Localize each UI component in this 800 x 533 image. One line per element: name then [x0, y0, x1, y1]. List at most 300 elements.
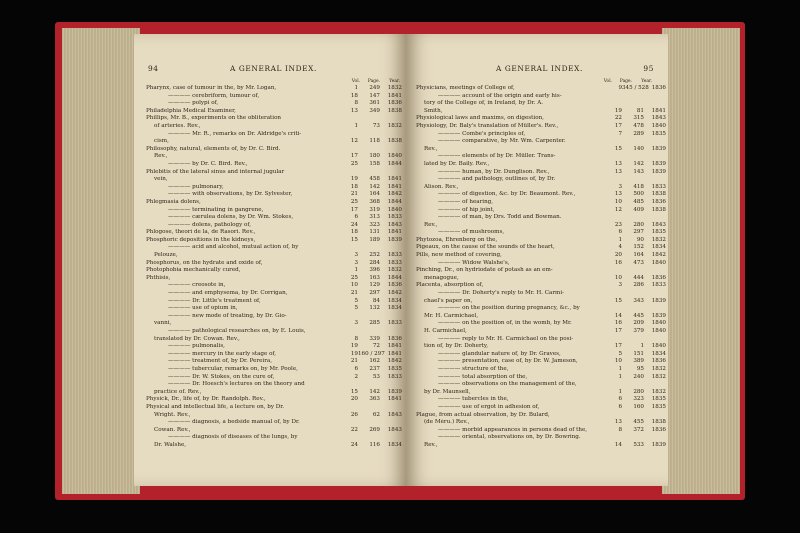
entry-volume: 3: [354, 252, 358, 259]
entry-year: 1836: [387, 335, 402, 342]
entry-year: 1835: [651, 403, 666, 410]
index-entry: [416, 169, 666, 177]
entry-text: Rev.,: [424, 441, 438, 448]
entry-year: [380, 381, 402, 389]
entry-page: [622, 412, 644, 420]
entry-page: 53: [372, 373, 380, 380]
entry-volume: 14: [614, 441, 622, 448]
entry-page: [622, 100, 644, 108]
entry-year: 1833: [387, 252, 402, 259]
column-headers: [340, 79, 400, 84]
index-entry: [416, 252, 666, 260]
entry-page: 142: [633, 160, 644, 167]
entry-text: ———— observations on the management of the,: [438, 381, 577, 388]
entry-volume: 8: [354, 335, 358, 342]
entry-text: ———— glandular nature of, by Dr. Graves,: [438, 350, 561, 357]
entry-page: 500: [633, 191, 644, 198]
index-entry: [416, 138, 666, 146]
index-entry: [146, 404, 402, 412]
index-entry: [146, 108, 402, 116]
index-entry: [416, 199, 666, 207]
entry-year: [380, 419, 402, 427]
entry-page: 372: [633, 426, 644, 433]
entry-volume: 6: [618, 229, 622, 236]
entry-year: 1835: [651, 229, 666, 236]
entry-text: Phthisis,: [146, 274, 171, 281]
entry-page: 409: [633, 206, 644, 213]
entry-year: 1841: [387, 350, 402, 357]
index-entry: [146, 328, 402, 336]
index-entry: [146, 320, 402, 328]
entry-volume: 1: [354, 85, 358, 91]
entry-year: 1844: [387, 274, 402, 281]
col-vol: Vol.: [351, 79, 360, 84]
page-number: 94: [148, 64, 159, 73]
entry-text: practice of. Rev.,: [154, 388, 202, 395]
entry-text: Rev.,: [154, 153, 168, 160]
index-entry: [416, 404, 666, 412]
index-entry: [146, 419, 402, 427]
entry-text: ———— comparative, by Mr. Wm. Carpenter.: [438, 138, 566, 145]
entry-year: 1841: [387, 183, 402, 190]
entry-year: [644, 290, 666, 298]
entry-text: tion of, by Dr. Doherty,: [424, 343, 489, 350]
entry-text: ———— dolens, pathology of,: [168, 221, 252, 228]
entry-text: Pinching, Dr., on hydriodate of potash as an em-: [416, 267, 553, 274]
entry-volume: [606, 100, 622, 108]
index-entry: [146, 351, 402, 359]
entry-page: 237: [369, 365, 380, 372]
entry-year: 1842: [387, 191, 402, 198]
entry-text: lated by Dr. Baily. Rev.,: [424, 160, 490, 167]
entry-page: 84: [372, 297, 380, 304]
entry-volume: 19: [350, 350, 358, 357]
entry-text: ———— morbid appearances in persons dead of the,: [438, 426, 588, 433]
entry-volume: 7: [618, 130, 622, 137]
entry-year: [644, 214, 666, 222]
entry-volume: 5: [354, 297, 358, 304]
col-page: Page.: [619, 79, 632, 84]
entry-year: [644, 412, 666, 420]
entry-text: ———— terminating in gangrene,: [168, 206, 264, 213]
entry-page: [622, 267, 644, 275]
index-entry: [416, 237, 666, 245]
entry-volume: 3: [354, 259, 358, 266]
entry-year: [380, 146, 402, 154]
entry-year: 1836: [387, 100, 402, 107]
entry-volume: 3: [618, 282, 622, 289]
entry-year: [644, 176, 666, 184]
entry-year: 1834: [387, 305, 402, 312]
entry-page: [622, 434, 644, 442]
entry-page: 323: [369, 221, 380, 228]
entry-volume: 19: [614, 107, 622, 114]
entry-page: 361: [369, 100, 380, 107]
entry-volume: 16: [614, 320, 622, 327]
entry-year: 1841: [387, 92, 402, 99]
entry-year: 1834: [651, 244, 666, 251]
entry-year: [644, 381, 666, 389]
entry-page: [358, 244, 380, 252]
entry-page: 533: [633, 441, 644, 448]
entry-year: [644, 305, 666, 313]
entry-text: ———— diagnosis, a bedside manual of, by Dr.: [168, 419, 300, 426]
index-entry: [146, 336, 402, 344]
entry-page: [358, 146, 380, 154]
entry-volume: 15: [350, 388, 358, 395]
entry-page: 323: [633, 396, 644, 403]
entry-year: 1833: [387, 259, 402, 266]
index-entry: [416, 419, 666, 427]
entry-year: [380, 404, 402, 412]
entry-volume: 25: [350, 160, 358, 167]
index-entry: [416, 351, 666, 359]
entry-text: ———— elements of by Dr. Müller. Trans-: [438, 153, 556, 160]
entry-year: [380, 169, 402, 177]
entry-volume: 1: [618, 236, 622, 243]
entry-page: [358, 115, 380, 123]
entry-page: 458: [369, 176, 380, 183]
entry-volume: 3: [618, 183, 622, 190]
entry-page: 116: [369, 441, 380, 448]
entry-page: [358, 434, 380, 442]
entry-text: ———— of hip joint,: [438, 206, 495, 213]
entry-year: 1832: [387, 267, 402, 274]
entry-page: 131: [369, 229, 380, 236]
entry-year: 1832: [651, 236, 666, 243]
entry-page: [358, 131, 380, 139]
index-entry: [146, 191, 402, 199]
entry-page: 1: [640, 343, 644, 350]
entry-text: ———— diagnosis of diseases of the lungs, by: [168, 434, 298, 441]
entry-text: of arteries. Rev.,: [154, 122, 201, 129]
entry-page: [622, 153, 644, 161]
entry-volume: 21: [350, 358, 358, 365]
entry-page: 339: [369, 335, 380, 342]
entry-page: 118: [369, 138, 380, 145]
entry-page: [622, 214, 644, 222]
index-entry: [146, 275, 402, 283]
entry-page: 478: [633, 122, 644, 129]
column-headers: [592, 79, 652, 84]
index-entry: [146, 427, 402, 435]
index-entry: [416, 358, 666, 366]
entry-text: ———— pulmonalis,: [168, 343, 225, 350]
col-vol: Vol.: [603, 79, 612, 84]
entry-page: [622, 381, 644, 389]
entry-volume: 1: [618, 365, 622, 372]
right-page: [406, 34, 668, 486]
entry-volume: [606, 336, 622, 344]
entry-volume: 6: [354, 214, 358, 221]
page-number: 95: [643, 64, 654, 73]
entry-year: [644, 434, 666, 442]
entry-text: Cowan. Rev.,: [154, 426, 191, 433]
entry-year: 1832: [387, 85, 402, 91]
entry-page: 285: [369, 320, 380, 327]
entry-text: Phosphoric depositions in the kidneys,: [146, 236, 256, 243]
entry-text: Philosophy, natural, elements of, by Dr. C. Bird.: [146, 145, 281, 152]
entry-volume: 13: [614, 168, 622, 175]
entry-year: [380, 131, 402, 139]
entry-year: 1840: [387, 206, 402, 213]
entry-volume: [342, 419, 358, 427]
entry-volume: 8: [618, 426, 622, 433]
index-entry: [146, 146, 402, 154]
entry-volume: [342, 131, 358, 139]
entry-text: ———— of hearing,: [438, 198, 494, 205]
entry-volume: 6: [354, 365, 358, 372]
entry-text: ———— tubercles in the,: [438, 396, 509, 403]
entry-text: ———— structure of the,: [438, 365, 509, 372]
entry-page: 445: [633, 312, 644, 319]
entry-volume: 18: [350, 183, 358, 190]
entry-volume: 15: [614, 145, 622, 152]
entry-year: 1838: [651, 419, 666, 426]
entry-page: 143: [633, 168, 644, 175]
entry-page: [358, 313, 380, 321]
entry-page: 252: [369, 252, 380, 259]
entry-volume: [606, 176, 622, 184]
entry-volume: 13: [614, 160, 622, 167]
entry-page: 379: [633, 328, 644, 334]
index-entry: [146, 123, 402, 131]
entry-text: Rev.,: [424, 221, 438, 228]
index-entry: [416, 298, 666, 306]
entry-page: 473: [633, 259, 644, 266]
entry-page: 280: [633, 388, 644, 395]
index-entry: [146, 207, 402, 215]
entry-text: (de Méru.) Rev.,: [424, 419, 470, 426]
entry-text: ———— with observations, by Dr. Sylvester,: [168, 191, 293, 198]
index-entry: [146, 153, 402, 161]
index-entry: [146, 282, 402, 290]
entry-text: Phlogose, theori de la, de Rasori. Rev.,: [146, 229, 256, 236]
index-entry: [146, 131, 402, 139]
entry-year: [644, 153, 666, 161]
index-entry: [416, 108, 666, 116]
index-entries: [416, 85, 666, 450]
entry-volume: 16: [614, 259, 622, 266]
entry-page: 343: [633, 297, 644, 304]
entry-volume: [342, 115, 358, 123]
entry-year: 1840: [651, 320, 666, 327]
index-entry: [416, 161, 666, 169]
index-entry: [416, 244, 666, 252]
entry-volume: [606, 267, 622, 275]
entry-volume: [606, 305, 622, 313]
index-entry: [146, 138, 402, 146]
entry-year: 1833: [387, 373, 402, 380]
col-year: Year.: [641, 79, 652, 84]
entry-volume: 20: [350, 396, 358, 403]
index-entry: [146, 260, 402, 268]
col-page: Page.: [367, 79, 380, 84]
entry-volume: [342, 381, 358, 389]
entry-year: 1840: [651, 328, 666, 334]
entry-volume: 22: [350, 426, 358, 433]
entry-text: ———— human, by Dr. Dunglison. Rev.,: [438, 168, 550, 175]
entry-volume: 13: [614, 191, 622, 198]
index-entry: [146, 298, 402, 306]
entry-text: ———— use of opium in,: [168, 305, 238, 312]
entry-text: ———— cerebriform, tumour of,: [168, 92, 260, 99]
entry-volume: 17: [350, 206, 358, 213]
entry-volume: 17: [614, 343, 622, 350]
entry-year: [644, 100, 666, 108]
entry-year: 1843: [387, 411, 402, 418]
entry-text: H. Carmichael,: [424, 328, 467, 334]
entry-volume: [606, 412, 622, 420]
entry-page: 62: [372, 411, 380, 418]
entry-page: [622, 290, 644, 298]
index-entry: [416, 275, 666, 283]
entry-page: 284: [369, 259, 380, 266]
entry-text: ———— use of ergot in adhesion of,: [438, 403, 540, 410]
entry-page: 297: [633, 229, 644, 236]
index-entry: [146, 184, 402, 192]
page-edges-right: [662, 28, 740, 494]
index-entry: [416, 146, 666, 154]
entry-text: cism,: [154, 138, 169, 145]
entry-page: 345 / 528: [622, 85, 649, 91]
entry-page: 315: [633, 115, 644, 122]
entry-volume: 3: [354, 320, 358, 327]
entry-volume: 25: [350, 198, 358, 205]
entry-volume: [342, 244, 358, 252]
entry-year: 1843: [387, 426, 402, 433]
entry-volume: 22: [614, 115, 622, 122]
entry-year: 1833: [651, 183, 666, 190]
entry-text: ———— presentation, case of, by Dr. W. Jameson,: [438, 358, 578, 365]
entry-page: 349: [369, 107, 380, 114]
index-entry: [146, 161, 402, 169]
entry-volume: 9: [618, 85, 622, 91]
entry-volume: 13: [614, 419, 622, 426]
entry-text: ———— new mode of treating, by Dr. Gio-: [168, 312, 287, 319]
index-entry: [416, 131, 666, 139]
entry-volume: [342, 169, 358, 177]
entry-volume: [606, 153, 622, 161]
col-year: Year.: [389, 79, 400, 84]
entry-year: [380, 313, 402, 321]
index-entry: [416, 396, 666, 404]
index-entry: [146, 381, 402, 389]
index-entry: [416, 328, 666, 336]
index-entry: [146, 434, 402, 442]
entry-volume: 10: [350, 282, 358, 289]
entry-year: 1839: [651, 168, 666, 175]
entry-volume: 21: [350, 191, 358, 198]
index-entry: [146, 229, 402, 237]
entry-year: 1833: [651, 282, 666, 289]
entry-page: 249: [369, 85, 380, 91]
entry-text: ———— and emphysema, by Dr. Corrigan,: [168, 290, 288, 297]
entry-volume: [606, 214, 622, 222]
entry-page: 73: [372, 122, 380, 129]
entry-volume: 13: [350, 107, 358, 114]
running-title: A GENERAL INDEX.: [496, 64, 583, 73]
entry-page: [622, 138, 644, 146]
index-entry: [146, 199, 402, 207]
index-entry: [416, 176, 666, 184]
index-entry: [146, 290, 402, 298]
index-entry: [146, 366, 402, 374]
entry-year: 1836: [651, 358, 666, 365]
entry-volume: [342, 313, 358, 321]
entry-text: ———— Mr. R., remarks on Dr. Aldridge's criti-: [168, 130, 302, 137]
entry-text: ———— Dr. Little's treatment of,: [168, 297, 261, 304]
entry-text: Dr. Walshe,: [154, 441, 187, 448]
entry-text: ———— creosote in,: [168, 282, 226, 289]
entry-volume: [606, 434, 622, 442]
entry-text: Smith,: [424, 107, 443, 114]
entry-page: 151: [633, 350, 644, 357]
entry-page: 140: [633, 145, 644, 152]
entry-page: 164: [369, 191, 380, 198]
entry-page: 289: [633, 130, 644, 137]
entry-page: 129: [369, 282, 380, 289]
entry-page: 485: [633, 198, 644, 205]
entry-year: 1838: [651, 206, 666, 213]
entry-text: ———— of man, by Drs. Todd and Bowman.: [438, 214, 562, 221]
entry-volume: 1: [618, 388, 622, 395]
index-entry: [146, 396, 402, 404]
entry-page: 158: [369, 160, 380, 167]
entry-year: 1842: [387, 358, 402, 365]
entry-year: [380, 115, 402, 123]
entry-text: Physiological laws and maxims, on digestion,: [416, 115, 544, 122]
entry-text: ———— on the position of, in the womb, by Mr.: [438, 320, 572, 327]
entry-text: Photophobia mechanically cured,: [146, 267, 241, 274]
entry-volume: 10: [614, 358, 622, 365]
entry-page: 240: [633, 373, 644, 380]
index-entry: [146, 374, 402, 382]
entry-page: [358, 328, 380, 336]
entry-text: Philadelphia Medical Examiner,: [146, 107, 236, 114]
entry-page: 180: [369, 153, 380, 160]
entry-volume: [606, 290, 622, 298]
entry-text: Placenta, absorption of,: [416, 282, 484, 289]
entry-text: menagogue,: [424, 274, 459, 281]
entry-volume: [342, 404, 358, 412]
index-entry: [146, 100, 402, 108]
index-entry: [416, 153, 666, 161]
entry-year: 1834: [651, 350, 666, 357]
entry-page: 286: [633, 282, 644, 289]
entry-text: Physicians, meetings of College of,: [416, 85, 515, 91]
entry-year: 1838: [651, 191, 666, 198]
entry-text: by Dr. Maunsell,: [424, 388, 471, 395]
entry-volume: 8: [354, 100, 358, 107]
entry-volume: 2: [354, 373, 358, 380]
entry-year: 1832: [651, 373, 666, 380]
entry-year: [644, 267, 666, 275]
index-entry: [146, 442, 402, 450]
entry-year: 1841: [651, 107, 666, 114]
entry-volume: 12: [614, 206, 622, 213]
entry-page: 280: [633, 221, 644, 228]
entry-page: 72: [372, 343, 380, 350]
entry-volume: 6: [618, 403, 622, 410]
entry-page: [358, 381, 380, 389]
index-entry: [146, 176, 402, 184]
entry-volume: 6: [618, 396, 622, 403]
entry-volume: 24: [350, 441, 358, 448]
index-entry: [416, 381, 666, 389]
entry-text: Pelouze,: [154, 252, 178, 259]
entry-page: 142: [369, 388, 380, 395]
